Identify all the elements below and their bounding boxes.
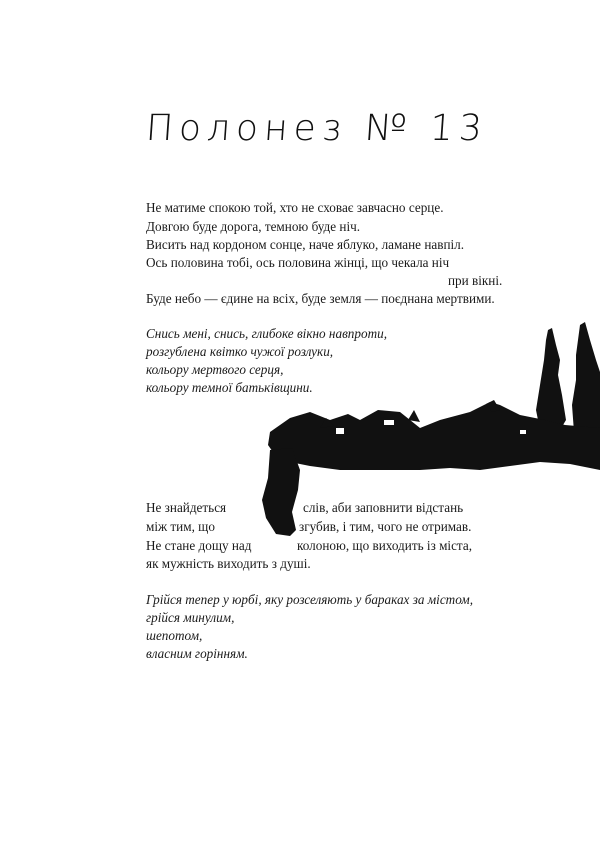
stanza4-line-4: власним горінням. — [146, 646, 248, 661]
stanza1-line-1: Не матиме спокою той, хто не сховає завчасно серце. — [146, 200, 444, 215]
stanza2-line-3: кольору мертвого серця, — [146, 362, 284, 377]
stanza3-line-3-left: Не стане дощу над — [146, 538, 252, 553]
stanza4-line-2: грійся минулим, — [146, 610, 235, 625]
stanza2-line-2: розгублена квітко чужої розлуки, — [146, 344, 334, 359]
stanza4-line-1: Грійся тепер у юрбі, яку розселяють у бараках за містом, — [146, 592, 473, 607]
poem-title: Полонез № 13 — [144, 108, 490, 149]
stanza3-line-1-right: слів, аби заповнити відстань — [303, 500, 464, 515]
stanza3-line-2-right: згубив, і тим, чого не отримав. — [299, 519, 472, 534]
stanza3-line-2-left: між тим, що — [146, 519, 215, 534]
stanza1-line-6: Буде небо — єдине на всіх, буде земля — поєднана мертвими. — [146, 291, 495, 306]
stanza1-line-2: Довгою буде дорога, темною буде ніч. — [146, 219, 361, 234]
stanza3-line-1-left: Не знайдеться — [146, 500, 227, 515]
stanza2-line-1: Снись мені, снись, глибоке вікно навпроти, — [146, 326, 387, 341]
stanza1-line-5: при вікні. — [448, 273, 503, 288]
stanza1-line-3: Висить над кордоном сонце, наче яблуко, ламане навпіл. — [146, 237, 465, 252]
stanza4-line-3: шепотом, — [146, 628, 203, 643]
stanza3-line-4: як мужність виходить з душі. — [146, 556, 311, 571]
stanza1-line-4: Ось половина тобі, ось половина жінці, що чекала ніч — [146, 255, 450, 270]
stanza2-line-4: кольору темної батьківщини. — [146, 380, 313, 395]
stanza3-line-3-right: колоною, що виходить із міста, — [297, 538, 473, 553]
